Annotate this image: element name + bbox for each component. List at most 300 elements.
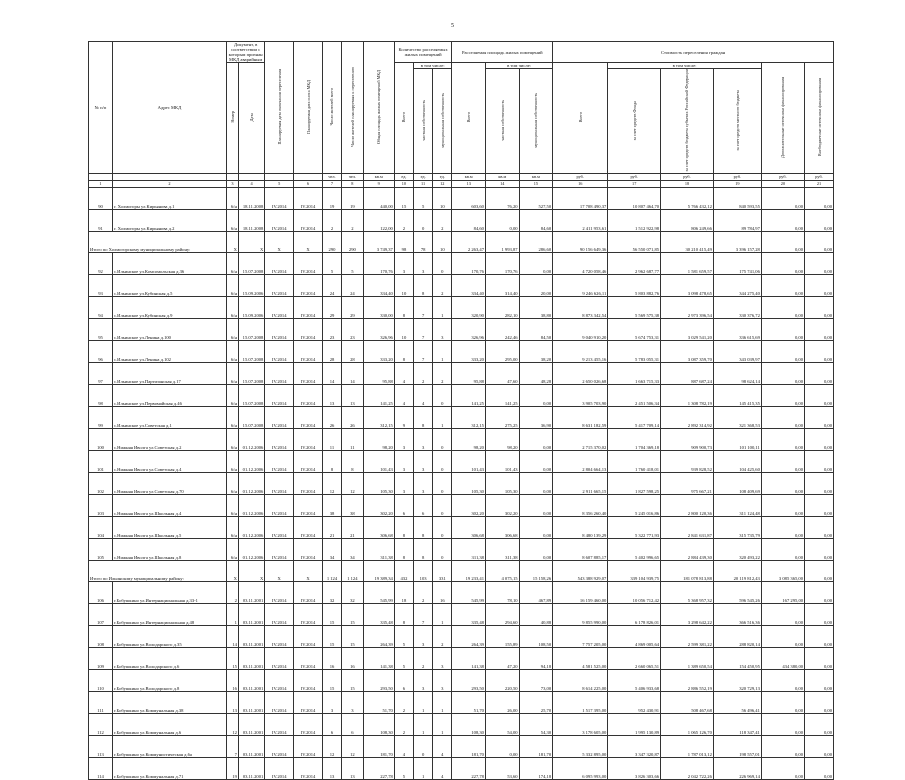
table-row — [89, 691, 834, 713]
cell-addr: с.Ильинское ул.Первомайская д.46 — [112, 384, 226, 406]
cell-r3: 0 — [433, 538, 452, 560]
unit-sqm-3: кв.м — [485, 173, 519, 180]
table-row — [89, 252, 834, 274]
cell-c1: 2 650 026,68 — [553, 362, 608, 384]
cell-date: 03.11.2001 — [238, 581, 264, 603]
hdr-cost-fund: за счет средств Фонда — [608, 69, 661, 174]
cell-num: 6/н — [226, 406, 238, 428]
cell-c4: 3 396 157,28 — [713, 231, 761, 252]
cell-p1: 290 — [322, 231, 341, 252]
cell-a3: 0,00 — [519, 384, 553, 406]
cell-d1: IV.2014 — [265, 428, 294, 450]
cell-num: 6/н — [226, 516, 238, 538]
column-index-cell: 12 — [433, 180, 452, 187]
cell-p2: 26 — [342, 406, 364, 428]
unit-units-2: ед. — [414, 173, 433, 180]
cell-d2: IV.2014 — [294, 274, 323, 296]
cell-r2: 3 — [414, 669, 433, 691]
cell-area: 335,48 — [363, 603, 394, 625]
cell-no: 102 — [89, 472, 113, 494]
cell-c6: 0,00 — [805, 274, 834, 296]
cell-c4: 89 784,97 — [713, 209, 761, 231]
column-index-cell: 19 — [713, 180, 761, 187]
cell-addr: г.Бобушкино ул.Володарского д.35 — [112, 625, 226, 647]
hdr-plan-end-resettle: Планируемая дата окончания переселения — [265, 42, 294, 174]
cell-r3: 4 — [433, 757, 452, 779]
table-row — [89, 538, 834, 560]
cell-p2: 32 — [342, 581, 364, 603]
cell-a2: 1 993,87 — [485, 231, 519, 252]
cell-c5: 0,00 — [761, 340, 804, 362]
cell-a3: 286,60 — [519, 231, 553, 252]
hdr-area-total: Всего — [452, 63, 486, 174]
cell-c3: 1 308 782,19 — [661, 384, 714, 406]
cell-c1: 90 156 649,36 — [553, 231, 608, 252]
cell-r2: 6 — [414, 494, 433, 516]
cell-r2: 8 — [414, 406, 433, 428]
cell-a1: 311,38 — [452, 538, 486, 560]
cell-date: 15.07.2008 — [238, 340, 264, 362]
cell-c2: 1 512 922,98 — [608, 209, 661, 231]
cell-area: 264,39 — [363, 625, 394, 647]
cell-c4: 596 545,26 — [713, 581, 761, 603]
hdr-rooms-private: частная собственность — [414, 69, 433, 174]
cell-c2: 56 550 071,85 — [608, 231, 661, 252]
cell-no: 106 — [89, 581, 113, 603]
cell-c6: 0,00 — [805, 450, 834, 472]
resettlement-table-sheet — [88, 41, 834, 780]
cell-num: 6/н — [226, 340, 238, 362]
cell-num: 6/н — [226, 318, 238, 340]
cell-a1: 302,20 — [452, 494, 486, 516]
cell-d1: IV.2014 — [265, 252, 294, 274]
cell-a1: 181,70 — [452, 735, 486, 757]
cell-r1: 3 — [394, 450, 413, 472]
cell-area: 108,30 — [363, 713, 394, 735]
cell-num: 19 — [226, 757, 238, 779]
cell-addr: с.Ильинское ул.Ленина д.100 — [112, 318, 226, 340]
column-index-cell: 17 — [608, 180, 661, 187]
cell-c3: 181 078 813,88 — [661, 560, 714, 581]
cell-no: 104 — [89, 516, 113, 538]
table-row — [89, 209, 834, 231]
cell-c3: 2 841 631,87 — [661, 516, 714, 538]
cell-area: 334,40 — [363, 274, 394, 296]
cell-addr: с.Нижняя Иволга ул.Школьная д.8 — [112, 538, 226, 560]
cell-num: 6/н — [226, 252, 238, 274]
cell-p2: 13 — [342, 757, 364, 779]
cell-c2: 1 663 715,33 — [608, 362, 661, 384]
table-body — [89, 187, 834, 779]
cell-c5: 0,00 — [761, 691, 804, 713]
column-index-cell: 9 — [363, 180, 394, 187]
cell-a2: 314,40 — [485, 274, 519, 296]
cell-date: 18.11.2008 — [238, 209, 264, 231]
cell-d2: IV.2014 — [294, 362, 323, 384]
cell-c6: 0,00 — [805, 231, 834, 252]
cell-area: 105,30 — [363, 472, 394, 494]
cell-c2: 5 406 933,68 — [608, 669, 661, 691]
cell-addr: г. Холмогоры ул.Кирьянова д.2 — [112, 209, 226, 231]
cell-no: 96 — [89, 340, 113, 362]
hdr-rooms-municipal: муниципальная собственность — [433, 69, 452, 174]
cell-date: 03.11.2001 — [238, 625, 264, 647]
cell-r2: 1 — [414, 691, 433, 713]
cell-d1: IV.2014 — [265, 450, 294, 472]
cell-d2: IV.2014 — [294, 340, 323, 362]
column-index-cell: 2 — [112, 180, 226, 187]
cell-r2: 3 — [414, 450, 433, 472]
cell-r3: 4 — [433, 735, 452, 757]
cell-r3: 1 — [433, 406, 452, 428]
cell-r3: 0 — [433, 428, 452, 450]
cell-p1: 1 124 — [322, 560, 341, 581]
cell-c2: 1 995 130,89 — [608, 713, 661, 735]
cell-p1: 32 — [322, 581, 341, 603]
table-row — [89, 472, 834, 494]
cell-c6: 0,00 — [805, 428, 834, 450]
cell-p2: 34 — [342, 538, 364, 560]
cell-c4: 344 275,40 — [713, 274, 761, 296]
cell-addr: г.Бобушкино ул.Коммунальная д.71 — [112, 757, 226, 779]
cell-a2: 98,20 — [485, 428, 519, 450]
cell-r3: 1 — [433, 603, 452, 625]
unit-people-1: чел. — [322, 173, 341, 180]
cell-c5: 434 380,00 — [761, 647, 804, 669]
table-row — [89, 603, 834, 625]
cell-area: 122,00 — [363, 209, 394, 231]
cell-date: 03.11.2001 — [238, 669, 264, 691]
cell-c4: 198 557,01 — [713, 735, 761, 757]
cell-no: 109 — [89, 647, 113, 669]
hdr-area-incl: в том числе: — [485, 63, 552, 69]
cell-r3: 331 — [433, 560, 452, 581]
cell-d1: IV.2014 — [265, 735, 294, 757]
cell-a2: 275,25 — [485, 406, 519, 428]
cell-no: 99 — [89, 406, 113, 428]
cell-a2: 282,10 — [485, 296, 519, 318]
table-row — [89, 406, 834, 428]
cell-area: 302,20 — [363, 494, 394, 516]
cell-c1: 17 708 490,37 — [553, 187, 608, 209]
unit-units-3: ед. — [433, 173, 452, 180]
hdr-residents-planned: Число жителей планируемых к переселению — [342, 42, 364, 174]
cell-c6: 0,00 — [805, 625, 834, 647]
table-row — [89, 428, 834, 450]
cell-d1: IV.2014 — [265, 494, 294, 516]
cell-p1: 28 — [322, 340, 341, 362]
cell-a1: 141,38 — [452, 647, 486, 669]
cell-c3: 2 892 314,92 — [661, 406, 714, 428]
cell-c4: 56 496,41 — [713, 691, 761, 713]
cell-c4: 175 741,06 — [713, 252, 761, 274]
cell-r3: 2 — [433, 274, 452, 296]
cell-a2: 302,20 — [485, 494, 519, 516]
cell-addr: с.Ильинское ул.Партизанская д.17 — [112, 362, 226, 384]
cell-a3: 94,18 — [519, 647, 553, 669]
table-total-row — [89, 231, 834, 252]
cell-r1: 10 — [394, 318, 413, 340]
cell-a1: 335,48 — [452, 603, 486, 625]
cell-no: 103 — [89, 494, 113, 516]
cell-p2: 5 — [342, 252, 364, 274]
cell-p2: 16 — [342, 647, 364, 669]
cell-r3: 10 — [433, 187, 452, 209]
cell-d1: IV.2014 — [265, 538, 294, 560]
cell-c2: 3 347 320,87 — [608, 735, 661, 757]
cell-d1: X — [265, 231, 294, 252]
header-row-groups — [89, 42, 834, 63]
cell-c5: 0,00 — [761, 494, 804, 516]
cell-c6: 0,00 — [805, 538, 834, 560]
cell-date: 15.07.2008 — [238, 406, 264, 428]
cell-c4: 366 516,36 — [713, 603, 761, 625]
cell-num: 1 — [226, 603, 238, 625]
cell-a3: 38,80 — [519, 296, 553, 318]
cell-c4: 840 593,55 — [713, 187, 761, 209]
cell-c3: 3 298 642,22 — [661, 603, 714, 625]
cell-a1: 141,25 — [452, 384, 486, 406]
hdr-residents-count: Число жителей всего — [322, 42, 341, 174]
cell-c6: 0,00 — [805, 340, 834, 362]
cell-addr: с.Ильинское ул.Комсомольская д.36 — [112, 252, 226, 274]
cell-c1: 4 720 058,46 — [553, 252, 608, 274]
cell-p1: 19 — [322, 187, 341, 209]
cell-date: 01.12.2006 — [238, 516, 264, 538]
cell-c5: 0,00 — [761, 384, 804, 406]
cell-r1: 9 — [394, 406, 413, 428]
column-index-cell: 7 — [322, 180, 341, 187]
cell-p2: 15 — [342, 603, 364, 625]
cell-c6: 0,00 — [805, 187, 834, 209]
cell-addr: с.Нижняя Иволга ул.Советская д.4 — [112, 450, 226, 472]
cell-a2: 53,60 — [485, 757, 519, 779]
cell-a2: 170,76 — [485, 252, 519, 274]
cell-c6: 0,00 — [805, 384, 834, 406]
cell-c3: 1 065 126,70 — [661, 713, 714, 735]
cell-c1: 9 246 626,11 — [553, 274, 608, 296]
cell-c3: 2 973 396,54 — [661, 296, 714, 318]
cell-a1: 320,90 — [452, 296, 486, 318]
cell-c5: 0,00 — [761, 735, 804, 757]
cell-d2: IV.2014 — [294, 647, 323, 669]
cell-date: 03.11.2001 — [238, 647, 264, 669]
cell-a2: 242,46 — [485, 318, 519, 340]
cell-p2: 1 124 — [342, 560, 364, 581]
cell-date: 15.07.2008 — [238, 384, 264, 406]
cell-c3: 30 210 415,49 — [661, 231, 714, 252]
cell-c2: 1 760 418,01 — [608, 450, 661, 472]
cell-c1: 8 607 885,17 — [553, 538, 608, 560]
cell-r2: 5 — [414, 187, 433, 209]
hdr-rooms-incl: в том числе: — [414, 63, 452, 69]
cell-a3: 0,00 — [519, 516, 553, 538]
cell-c1: 3 178 605,00 — [553, 713, 608, 735]
hdr-cost-group: Стоимость переселения граждан — [553, 42, 834, 63]
table-total-row — [89, 560, 834, 581]
cell-c1: 543 388 929,07 — [553, 560, 608, 581]
cell-a2: 220,50 — [485, 669, 519, 691]
cell-a1: 264,39 — [452, 625, 486, 647]
cell-c2: 5 402 996,65 — [608, 538, 661, 560]
cell-c1: 8 873 342,54 — [553, 296, 608, 318]
cell-no: 95 — [89, 318, 113, 340]
cell-p2: 21 — [342, 516, 364, 538]
cell-r2: 3 — [414, 625, 433, 647]
cell-p1: 26 — [322, 406, 341, 428]
cell-p1: 12 — [322, 472, 341, 494]
cell-a2: 311,38 — [485, 538, 519, 560]
cell-date: 03.11.2001 — [238, 757, 264, 779]
column-index-cell: 5 — [265, 180, 294, 187]
cell-a2: 101,43 — [485, 450, 519, 472]
cell-c6: 0,00 — [805, 494, 834, 516]
cell-c5: 0,00 — [761, 209, 804, 231]
cell-a1: 98,20 — [452, 428, 486, 450]
cell-d2: IV.2014 — [294, 472, 323, 494]
column-index-cell: 15 — [519, 180, 553, 187]
cell-no: 91 — [89, 209, 113, 231]
cell-date: 03.11.2001 — [238, 603, 264, 625]
cell-r1: 6 — [394, 669, 413, 691]
cell-date: 01.12.2006 — [238, 472, 264, 494]
cell-d1: IV.2014 — [265, 362, 294, 384]
cell-d2: IV.2014 — [294, 494, 323, 516]
cell-c2: 5 783 055,31 — [608, 340, 661, 362]
cell-addr: с.Нижняя Иволга ул.Школьная д.5 — [112, 516, 226, 538]
unit-people-2: чел. — [342, 173, 364, 180]
column-index-cell: 8 — [342, 180, 364, 187]
cell-area: 440,00 — [363, 187, 394, 209]
cell-a1: 293,50 — [452, 669, 486, 691]
cell-c1: 8 356 260,40 — [553, 494, 608, 516]
cell-c2: 6 178 826,01 — [608, 603, 661, 625]
cell-c3: 2 800 120,36 — [661, 494, 714, 516]
cell-addr: с.Ильинское ул.Ленина д.102 — [112, 340, 226, 362]
cell-r1: 3 — [394, 428, 413, 450]
cell-r2: 7 — [414, 318, 433, 340]
column-index-cell: 6 — [294, 180, 323, 187]
cell-d1: IV.2014 — [265, 274, 294, 296]
cell-a3: 0,00 — [519, 538, 553, 560]
cell-c6: 0,00 — [805, 647, 834, 669]
column-index-cell: 10 — [394, 180, 413, 187]
cell-p1: 13 — [322, 757, 341, 779]
hdr-cost-extra: Дополнительные источники финансирования — [761, 63, 804, 174]
cell-p1: 12 — [322, 735, 341, 757]
cell-addr: г.Бобушкино ул.Коммунистическая д.6а — [112, 735, 226, 757]
cell-c6: 0,00 — [805, 252, 834, 274]
cell-c4: 98 624,14 — [713, 362, 761, 384]
cell-a2: 47,20 — [485, 647, 519, 669]
cell-addr: г.Бобушкино ул.Володарского д.6 — [112, 647, 226, 669]
cell-c4: 118 347,41 — [713, 713, 761, 735]
cell-a1: 603,60 — [452, 187, 486, 209]
cell-d2: IV.2014 — [294, 187, 323, 209]
cell-a2: 76,20 — [485, 187, 519, 209]
table-row — [89, 625, 834, 647]
cell-area: 330,00 — [363, 296, 394, 318]
hdr-rooms-group: Количество расселяемых жилых помещений — [394, 42, 452, 63]
cell-r1: 2 — [394, 691, 413, 713]
cell-d1: IV.2014 — [265, 318, 294, 340]
cell-r3: 2 — [433, 362, 452, 384]
cell-d1: IV.2014 — [265, 187, 294, 209]
cell-d2: IV.2014 — [294, 669, 323, 691]
hdr-cost-total: Всего — [553, 63, 608, 174]
cell-r1: 8 — [394, 296, 413, 318]
cell-c2: 2 962 687,77 — [608, 252, 661, 274]
cell-a2: 306,68 — [485, 516, 519, 538]
cell-no: 90 — [89, 187, 113, 209]
cell-a1: 170,76 — [452, 252, 486, 274]
cell-p1: 29 — [322, 296, 341, 318]
cell-date: 01.12.2006 — [238, 450, 264, 472]
cell-d1: IV.2014 — [265, 713, 294, 735]
cell-r1: 8 — [394, 538, 413, 560]
cell-p1: 15 — [322, 625, 341, 647]
cell-c6: 0,00 — [805, 603, 834, 625]
cell-c4: 288 820,14 — [713, 625, 761, 647]
unit-rub-6: руб. — [805, 173, 834, 180]
cell-date: X — [238, 560, 264, 581]
cell-c4: 315 735,79 — [713, 516, 761, 538]
column-index-cell: 18 — [661, 180, 714, 187]
cell-c3: 2 886 552,19 — [661, 669, 714, 691]
cell-c3: 1 787 013,12 — [661, 735, 714, 757]
cell-num: 6/н — [226, 209, 238, 231]
cell-d1: IV.2014 — [265, 406, 294, 428]
cell-c6: 0,00 — [805, 735, 834, 757]
total-label-cell: Итого по Холмогорскому муниципальному району: — [89, 231, 227, 252]
column-index-cell: 20 — [761, 180, 804, 187]
cell-r3: 10 — [433, 231, 452, 252]
cell-c5: 0,00 — [761, 187, 804, 209]
hdr-cost-incl: в том числе: — [608, 63, 762, 69]
cell-area: 311,38 — [363, 538, 394, 560]
cell-c5: 167 295,00 — [761, 581, 804, 603]
cell-p2: 28 — [342, 340, 364, 362]
cell-a2: 78,10 — [485, 581, 519, 603]
cell-r2: 3 — [414, 252, 433, 274]
cell-a1: 2 263,47 — [452, 231, 486, 252]
cell-c4: 104 425,60 — [713, 450, 761, 472]
cell-c5: 0,00 — [761, 625, 804, 647]
hdr-rooms-total: Всего — [394, 63, 413, 174]
cell-c1: 4 581 525,00 — [553, 647, 608, 669]
table-row — [89, 340, 834, 362]
cell-c6: 0,00 — [805, 581, 834, 603]
cell-c1: 3 905 703,90 — [553, 384, 608, 406]
cell-p1: 5 — [322, 252, 341, 274]
cell-num: 6/н — [226, 428, 238, 450]
cell-c6: 0,00 — [805, 318, 834, 340]
cell-r1: 4 — [394, 362, 413, 384]
cell-d2: IV.2014 — [294, 252, 323, 274]
cell-num: X — [226, 560, 238, 581]
cell-a1: 101,43 — [452, 450, 486, 472]
cell-d2: IV.2014 — [294, 713, 323, 735]
cell-no: 110 — [89, 669, 113, 691]
cell-num: 6/н — [226, 274, 238, 296]
cell-c2: 1 827 598,25 — [608, 472, 661, 494]
cell-a1: 19 233,41 — [452, 560, 486, 581]
cell-a3: 15 158,26 — [519, 560, 553, 581]
cell-c6: 0,00 — [805, 362, 834, 384]
cell-a3: 40,88 — [519, 603, 553, 625]
cell-r3: 0 — [433, 516, 452, 538]
cell-p2: 13 — [342, 384, 364, 406]
